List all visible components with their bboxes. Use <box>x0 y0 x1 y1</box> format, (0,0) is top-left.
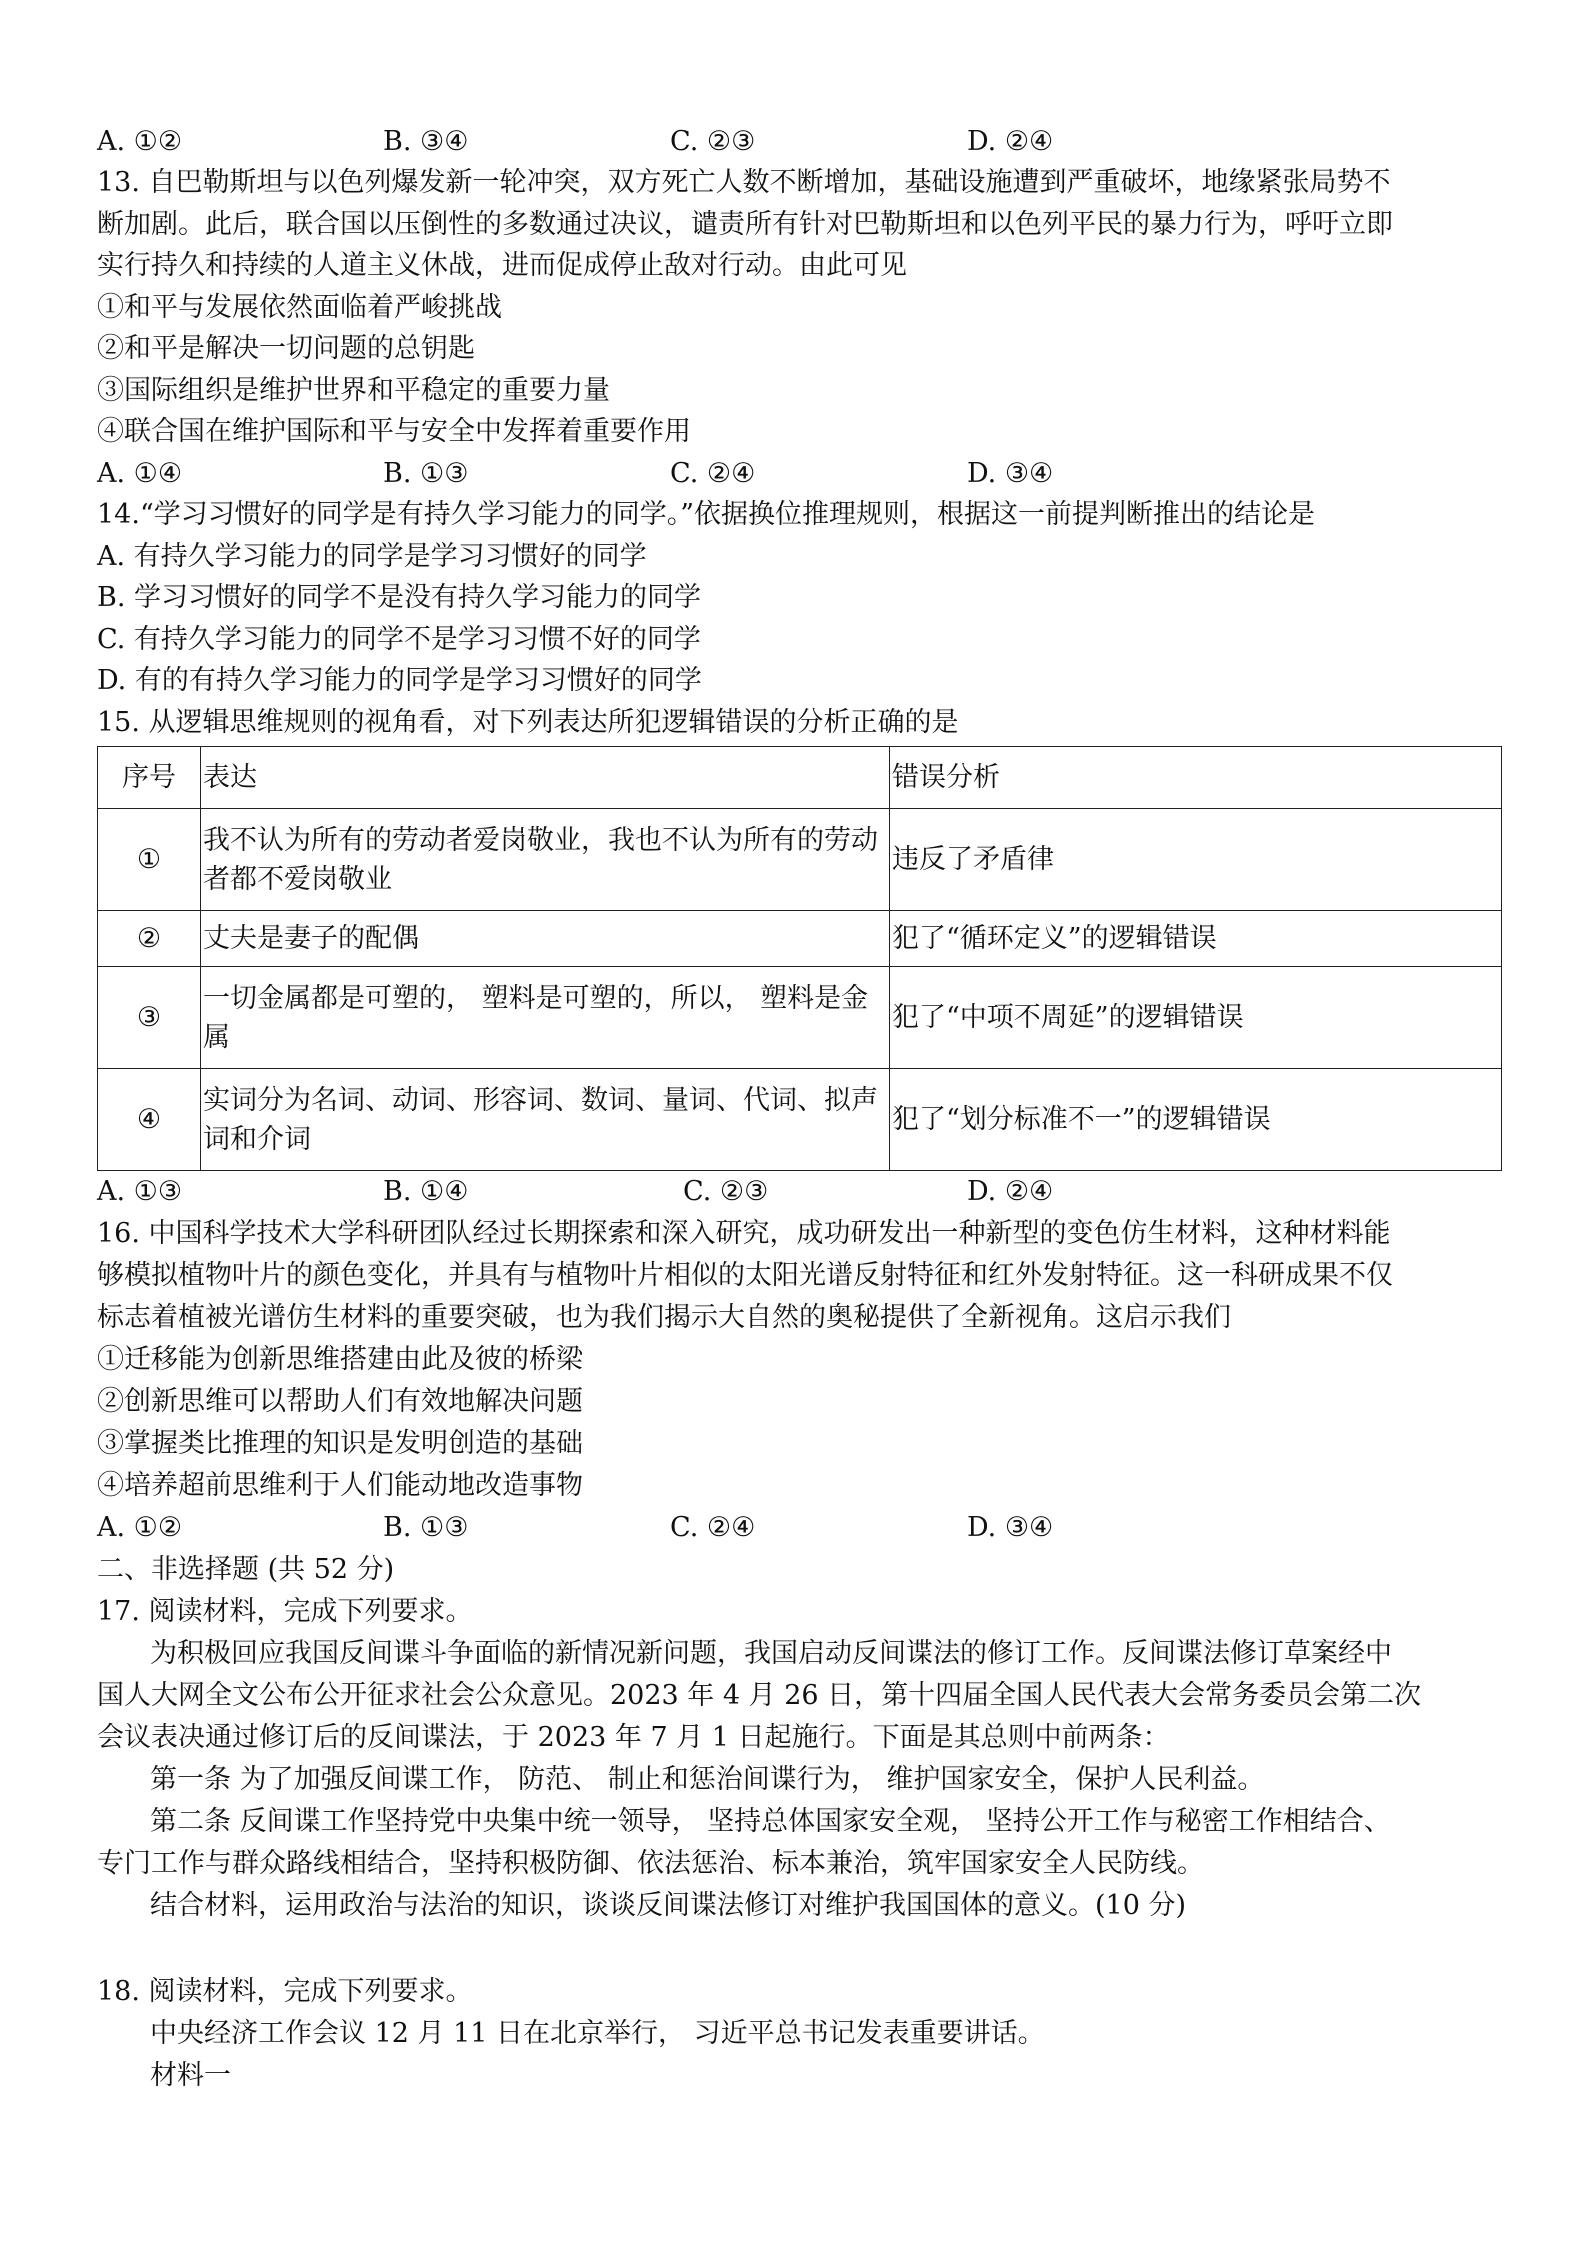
q16-statement: ②创新思维可以帮助人们有效地解决问题 <box>97 1386 583 1417</box>
q16-stem-line: 标志着植被光谱仿生材料的重要突破，也为我们揭示大自然的奥秘提供了全新视角。这启示我们 <box>97 1302 1231 1333</box>
q12-option-d: D. ②④ <box>967 126 1054 157</box>
q14-stem: 14.“学习习惯好的同学是有持久学习能力的同学。”依据换位推理规则，根据这一前提判断推出的结论是 <box>97 499 1316 530</box>
q12-option-a: A. ①② <box>97 126 183 157</box>
q15-stem: 15. 从逻辑思维规则的视角看，对下列表达所犯逻辑错误的分析正确的是 <box>97 707 959 738</box>
q12-option-c: C. ②③ <box>670 126 756 157</box>
q13-statement: ①和平与发展依然面临着严峻挑战 <box>97 292 502 323</box>
row-expression: 丈夫是妻子的配偶 <box>201 911 890 967</box>
q17-paragraph-line: 国人大网全文公布公开征求社会公众意见。2023 年 4 月 26 日，第十四届全国人民代表大会常务委员会第二次 <box>97 1680 1422 1711</box>
header-expression: 表达 <box>201 747 890 809</box>
q16-option-b: B. ①③ <box>383 1512 469 1543</box>
q13-option-c: C. ②④ <box>670 458 756 489</box>
row-analysis: 犯了“划分标准不一”的逻辑错误 <box>890 1069 1502 1171</box>
row-expression: 实词分为名词、动词、形容词、数词、量词、代词、拟声词和介词 <box>201 1069 890 1171</box>
q15-option-b: B. ①④ <box>383 1176 469 1207</box>
q13-statement: ④联合国在维护国际和平与安全中发挥着重要作用 <box>97 416 691 447</box>
q13-option-a: A. ①④ <box>97 458 183 489</box>
q17-task: 结合材料，运用政治与法治的知识，谈谈反间谍法修订对维护我国国体的意义。(10 分) <box>150 1890 1187 1921</box>
row-analysis: 违反了矛盾律 <box>890 809 1502 911</box>
q14-choice-c: C. 有持久学习能力的同学不是学习习惯不好的同学 <box>97 624 701 655</box>
q13-stem-line: 断加剧。此后，联合国以压倒性的多数通过决议，谴责所有针对巴勒斯坦和以色列平民的暴力行为，呼吁立即 <box>97 209 1393 240</box>
table-row <box>98 809 1502 911</box>
q17-paragraph-line: 为积极回应我国反间谍斗争面临的新情况新问题，我国启动反间谍法的修订工作。反间谍法修订草案经中 <box>150 1638 1392 1669</box>
q13-statement: ③国际组织是维护世界和平稳定的重要力量 <box>97 375 610 406</box>
q18-title: 18. 阅读材料，完成下列要求。 <box>97 1976 473 2007</box>
table-row <box>98 967 1502 1069</box>
q16-statement: ③掌握类比推理的知识是发明创造的基础 <box>97 1428 583 1459</box>
q13-option-d: D. ③④ <box>967 458 1054 489</box>
q18-paragraph: 中央经济工作会议 12 月 11 日在北京举行， 习近平总书记发表重要讲话。 <box>150 2018 1045 2049</box>
q16-stem-line: 够模拟植物叶片的颜色变化，并具有与植物叶片相似的太阳光谱反射特征和红外发射特征。这一科研成果不仅 <box>97 1260 1393 1291</box>
q13-statement: ②和平是解决一切问题的总钥匙 <box>97 333 475 364</box>
row-expression: 一切金属都是可塑的， 塑料是可塑的，所以， 塑料是金属 <box>201 967 890 1069</box>
q15-table <box>97 746 1502 1171</box>
q15-option-a: A. ①③ <box>97 1176 183 1207</box>
row-expression: 我不认为所有的劳动者爱岗敬业，我也不认为所有的劳动者都不爱岗敬业 <box>201 809 890 911</box>
section-heading: 二、非选择题 (共 52 分) <box>97 1554 395 1585</box>
q17-article-2-line: 第二条 反间谍工作坚持党中央集中统一领导， 坚持总体国家安全观， 坚持公开工作与秘密工作相结合、 <box>150 1806 1391 1837</box>
q17-article-1: 第一条 为了加强反间谍工作， 防范、 制止和惩治间谍行为， 维护国家安全，保护人民利益。 <box>150 1764 1265 1795</box>
q16-option-c: C. ②④ <box>670 1512 756 1543</box>
q18-material-label: 材料一 <box>150 2060 231 2091</box>
q14-choice-d: D. 有的有持久学习能力的同学是学习习惯好的同学 <box>97 665 702 696</box>
row-num: ② <box>98 911 201 967</box>
table-row <box>98 911 1502 967</box>
q16-statement: ①迁移能为创新思维搭建由此及彼的桥梁 <box>97 1344 583 1375</box>
q13-option-b: B. ①③ <box>383 458 469 489</box>
row-num: ① <box>98 809 201 911</box>
q16-option-a: A. ①② <box>97 1512 183 1543</box>
q14-choice-b: B. 学习习惯好的同学不是没有持久学习能力的同学 <box>97 582 702 613</box>
row-analysis: 犯了“中项不周延”的逻辑错误 <box>890 967 1502 1069</box>
table-row <box>98 1069 1502 1171</box>
q17-title: 17. 阅读材料，完成下列要求。 <box>97 1596 473 1627</box>
q15-option-c: C. ②③ <box>683 1176 769 1207</box>
q16-statement: ④培养超前思维利于人们能动地改造事物 <box>97 1470 583 1501</box>
header-num: 序号 <box>98 747 201 809</box>
q13-stem-line: 实行持久和持续的人道主义休战，进而促成停止敌对行动。由此可见 <box>97 250 907 281</box>
header-analysis: 错误分析 <box>890 747 1502 809</box>
q16-stem-line: 16. 中国科学技术大学科研团队经过长期探索和深入研究，成功研发出一种新型的变色仿生材料，这种材料能 <box>97 1218 1391 1249</box>
q15-option-d: D. ②④ <box>967 1176 1054 1207</box>
row-num: ④ <box>98 1069 201 1171</box>
row-analysis: 犯了“循环定义”的逻辑错误 <box>890 911 1502 967</box>
row-num: ③ <box>98 967 201 1069</box>
q12-option-b: B. ③④ <box>383 126 469 157</box>
q17-article-2-line: 专门工作与群众路线相结合，坚持积极防御、依法惩治、标本兼治，筑牢国家安全人民防线。 <box>97 1848 1204 1879</box>
q14-choice-a: A. 有持久学习能力的同学是学习习惯好的同学 <box>97 541 647 572</box>
q16-option-d: D. ③④ <box>967 1512 1054 1543</box>
table-header-row <box>98 747 1502 809</box>
q13-stem-line: 13. 自巴勒斯坦与以色列爆发新一轮冲突，双方死亡人数不断增加，基础设施遭到严重破坏，地缘紧张局势不 <box>97 167 1391 198</box>
q17-paragraph-line: 会议表决通过修订后的反间谍法，于 2023 年 7 月 1 日起施行。下面是其总则中前两条： <box>97 1722 1170 1753</box>
